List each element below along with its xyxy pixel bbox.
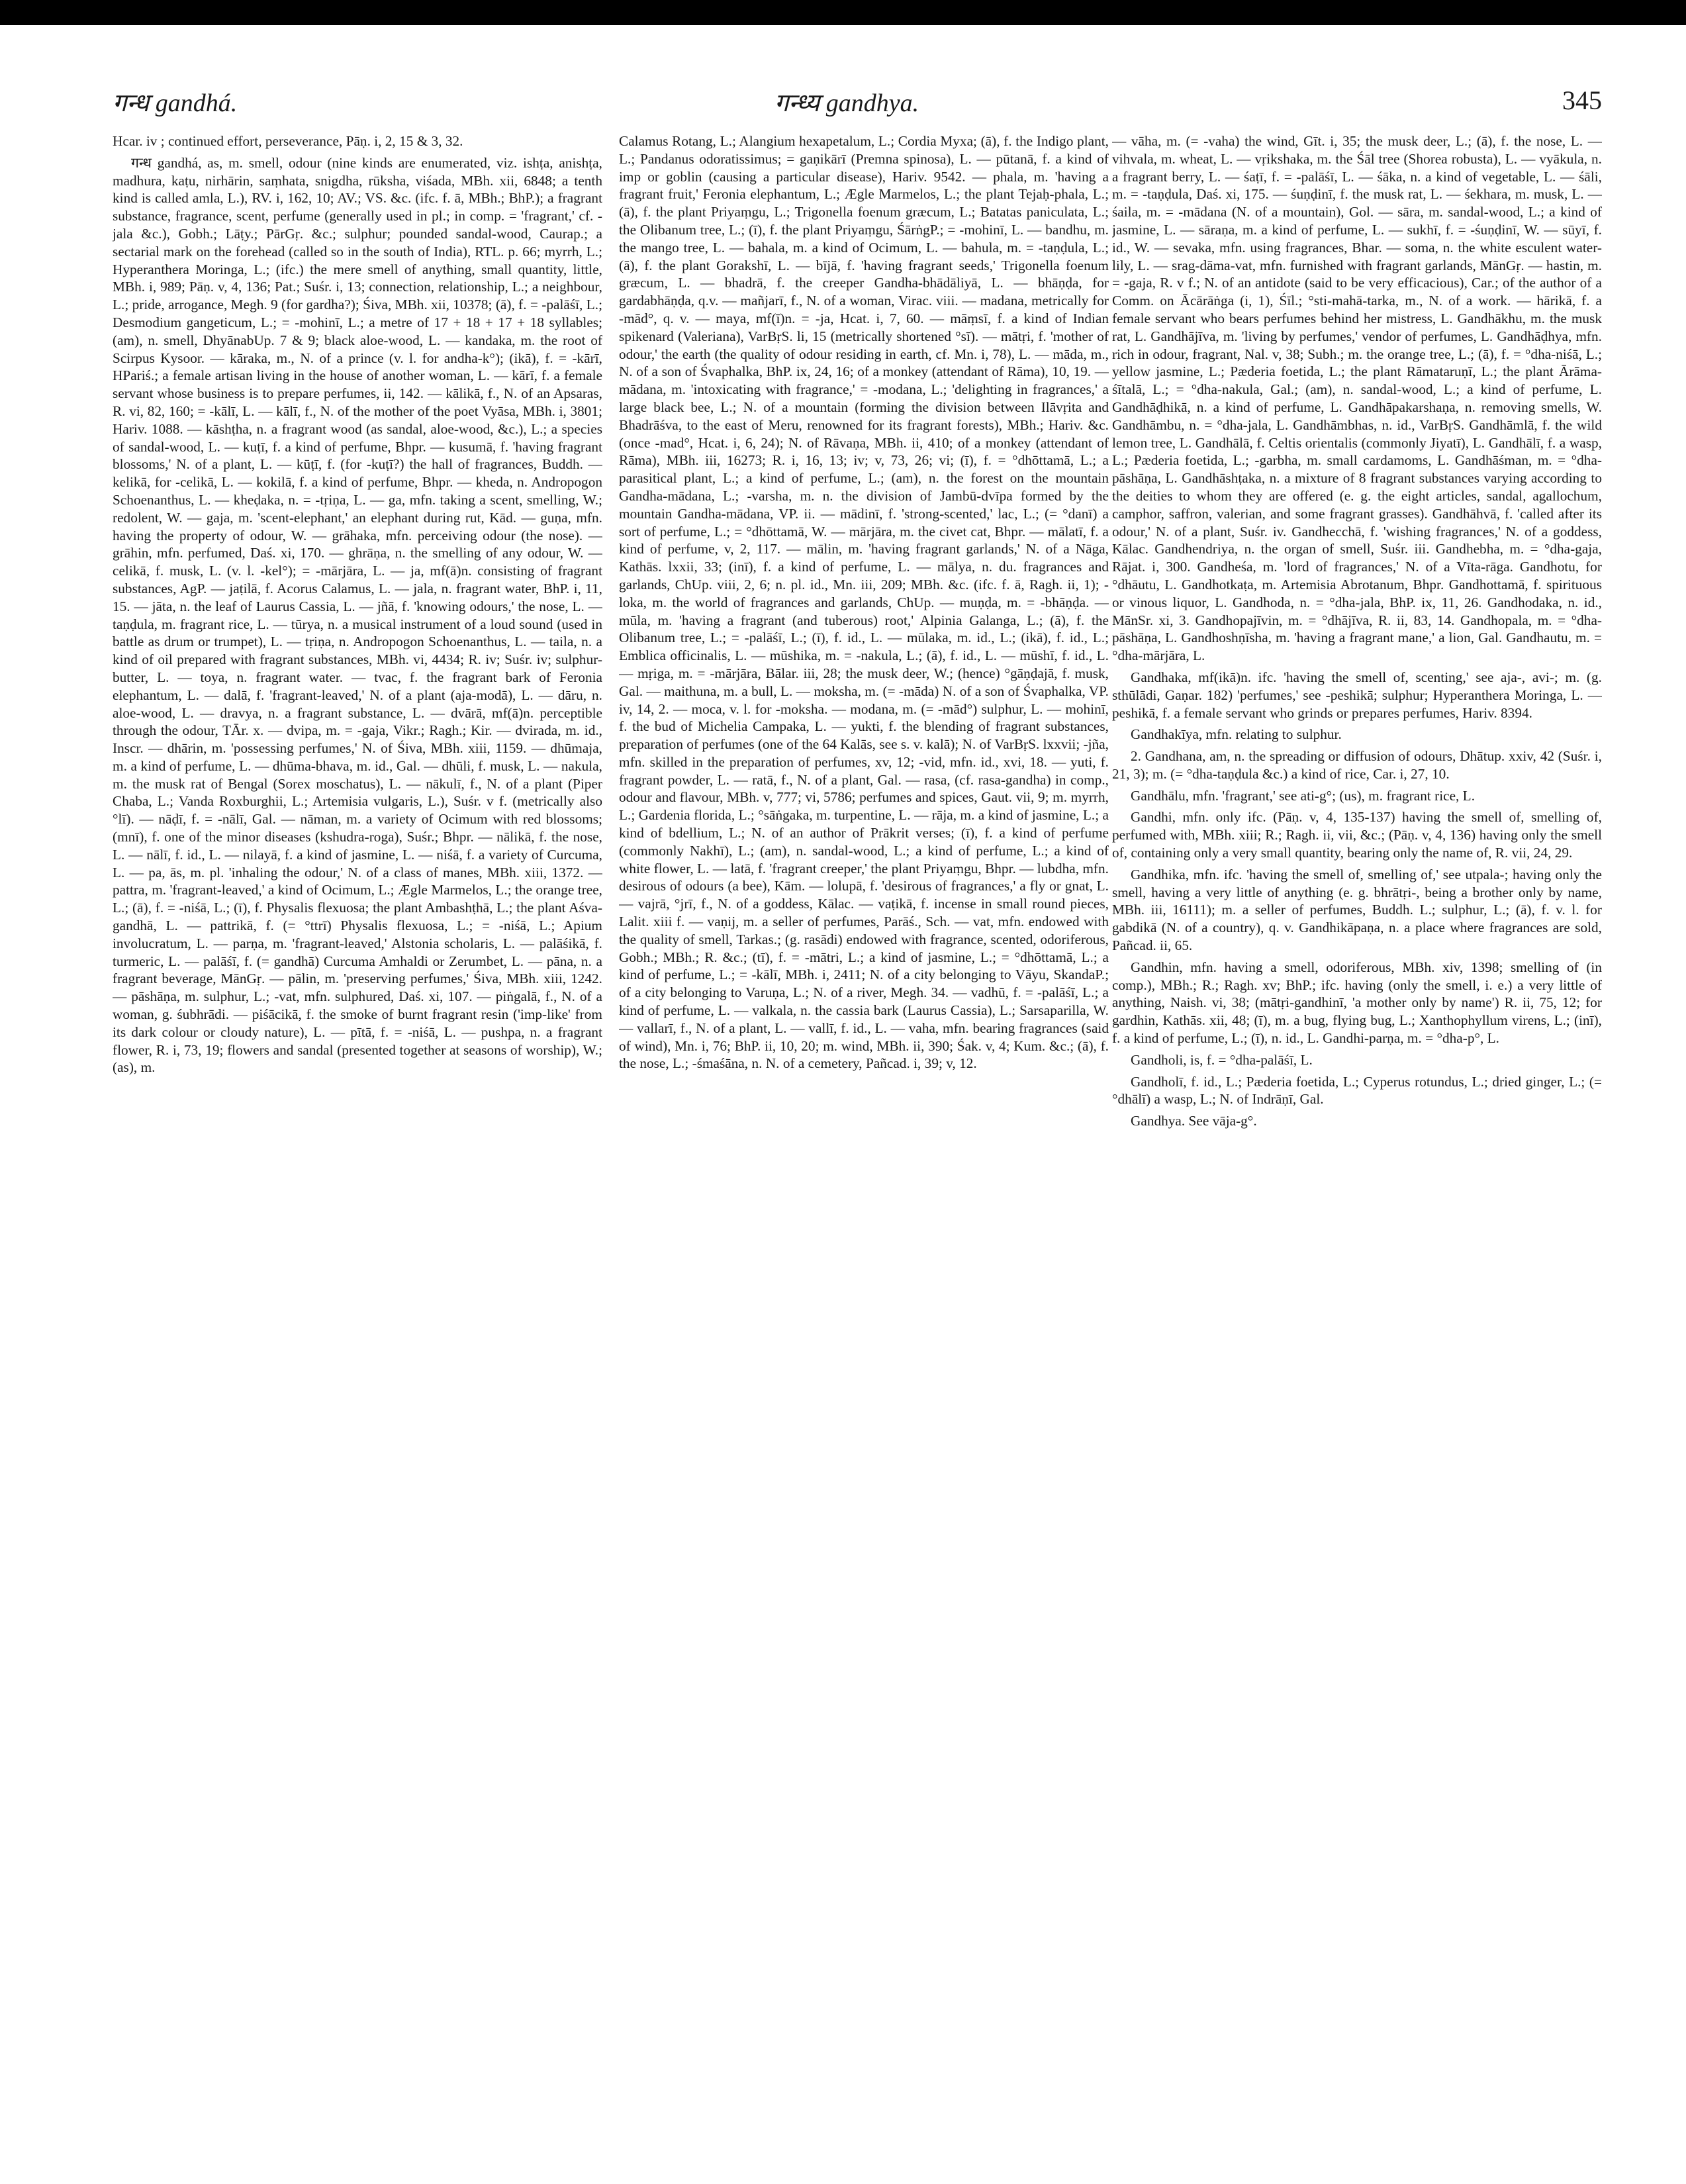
column-2 [619,132,1109,2145]
dictionary-entry: Calamus Rotang, L.; Alangium hexapetalum, L.; Cordia Myxa; (ā), f. the Indigo plant, L.; Pandanus odoratissimus; = gaṇikārī (Premna spinosa), L. — pūtanā, f. a kind of imp or goblin (causing a particular disease), Hariv. 9542. — phala, m. 'having a fragrant fruit,' Feronia elephantum, L.; Ægle Marmelos, L.; the plant Tejaḥ-phala, L.; (ā), f. the plant Priyaṃgu, L.; Trigonella foenum græcum, L.; Batatas paniculata, L.; the Olibanum tree, L.; (ī), f. the plant Priyaṃgu, ŚārṅgP.; = -mohinī, L. — bandhu, m. the mango tree, L. — bahala, m. a kind of Ocimum, L. — bahula, m. = -taṇḍula, L.; (ā), f. the plant Gorakshī, L. — bījā, f. 'having fragrant seeds,' Trigonella foenum græcum, L. — bhadrā, f. the creeper Gandha-bhādāliyā, L. — bhāṇḍa, for gardabhāṇḍa, q.v. — mañjarī, f., N. of a woman, Virac. viii. — madana, metrically for -mād°, q. v. — maya, mf(ī)n. = -ja, Hcat. i, 7, 60. — māṃsī, f. a kind of Indian spikenard (Valeriana), VarBṛS. li, 15 (metrically shortened °sī). — mātṛi, f. 'mother of odour,' the earth (the quality of odour residing in earth, cf. Mn. i, 78), L. — māda, m., N. of a son of Śvaphalka, BhP. ix, 24, 16; of a monkey (attendant of Rāma), 10, 19. — mādana, m. 'intoxicating with fragrance,' = -modana, L.; 'delighting in fragrances,' a large black bee, L.; N. of a mountain (forming the division between Ilāvṛita and Bhadrāśva, to the east of Meru, renowned for its fragrant forests), MBh.; Hariv. &c. (once -mad°, Hcat. i, 6, 24); N. of Rāvaṇa, MBh. ii, 410; of a monkey (attendant of Rāma), MBh. iii, 16273; R. i, 16, 13; iv; v, 73, 26; vi; (ī), f. = °dhōttamā, L.; a parasitical plant, L.; a kind of perfume, L.; (am), n. the forest on the mountain Gandha-mādana, L.; -varsha, m. n. the division of Jambū-dvīpa formed by the mountain Gandha-mādana, VP. ii. — mādinī, f. 'strong-scented,' lac, L.; (= °danī) a sort of perfume, L.; = °dhōttamā, W. — mārjāra, m. the civet cat, Bhpr. — mālatī, f. a kind of perfume, v, 2, 117. — mālin, m. 'having fragrant garlands,' N. of a Nāga, Kathās. lxxii, 33; (inī), f. a kind of perfume, L. — mālya, n. du. fragrances and garlands, ChUp. viii, 2, 6; n. pl. id., Mn. iii, 209; MBh. &c. (ifc. f. ā, Ragh. ii, 1); -loka, m. the world of fragrances and garlands, ChUp. — muṇḍa, m. = -bhāṇḍa. — mūla, m. 'having a fragrant (and tuberous) root,' Alpinia Galanga, L.; (ā), f. the Olibanum tree, L.; = -palāśī, L.; (ī), f. id., L. — mūlaka, m. id., L.; (ikā), f. id., L.; Emblica officinalis, L. — mūshika, m. = -nakula, L.; (ā), f. id., L. — mūshī, f. id., L. — mṛiga, m. = -mārjāra, Bālar. iii, 28; the musk deer, W.; (hence) °gāṇḍajā, f. musk, Gal. — maithuna, m. a bull, L. — moksha, m. (= -māda) N. of a son of Śvaphalka, VP. iv, 14, 2. — moca, v. l. for -moksha. — modana, m. (= -mād°) sulphur, L. — mohinī, f. the bud of Michelia Campaka, L. — yukti, f. the blending of fragrant substances, preparation of perfumes (one of the 64 Kalās, see s. v. kalā); N. of VarBṛS. lxxvii; -jña, mfn. skilled in the preparation of perfumes, xv, 12; -vid, mfn. id., xvi, 18. — yuti, f. fragrant powder, L. — ratā, f., N. of a plant, Gal. — rasa, (cf. rasa-gandha) in comp., odour and flavour, MBh. v, 777; vi, 5786; perfumes and spices, Gaut. vii, 9; m. myrrh, L.; Gardenia florida, L.; °sāṅgaka, m. turpentine, L. — rāja, m. a kind of jasmine, L.; a kind of bdellium, L.; N. of an author of Prākrit verses; (ī), f. a kind of perfume (commonly Nakhī), L.; (am), n. sandal-wood, L.; a kind of perfume, L.; a kind of white flower, L. — latā, f. 'fragrant creeper,' the plant Priyaṃgu, Bhpr. — lubdha, mfn. desirous of odours (a bee), Kām. — lolupā, f. 'desirous of fragrances,' a fly or gnat, L. — vajrā, °jrī, f., N. of a goddess, Kālac. — vaṭikā, f. incense in small round pieces, Lalit. xiii f. — vaṇij, m. a seller of perfumes, Parāś., Sch. — vat, mfn. endowed with the quality of smell, Tarkas.; (g. rasādi) endowed with fragrance, scented, odoriferous, Gobh.; MBh.; R. &c.; (tī), f. = -mātri, L.; a kind of jasmine, L.; = °dhōttamā, L.; a kind of perfume, L.; = -kālī, MBh. i, 2411; N. of a city belonging to Vāyu, SkandaP.; of a city belonging to Varuṇa, L.; N. of a river, Megh. 34. — vadhū, f. = -palāśī, L.; a kind of perfume, L. — valkala, n. the cassia bark (Laurus Cassia), L.; Sarsaparilla, W. — vallarī, f., N. of a plant, L. — vallī, f. id., L. — vaha, mfn. bearing fragrances (said of wind), Mn. i, 76; BhP. ii, 10, 20; m. wind, MBh. ii, 390; Śak. v, 4; Kum. &c.; (ā), f. the nose, L.; -śmaśāna, n. N. of a cemetery, Pañcad. i, 39; v, 12. [619,133,1109,1072]
column-1 [113,132,602,2145]
dictionary-entry: Gandhya. See vāja-g°. [1131,1113,1257,1129]
dictionary-entry: Gandhakīya, mfn. relating to sulphur. [1131,726,1342,743]
dictionary-entry: Gandhaka, mf(ikā)n. ifc. 'having the smell of, scenting,' see aja-, avi-; m. (g. sthūlādi, Gaṇar. 182) 'perfumes,' see -peshikā; sulphur; Hyperanthera Moringa, L. — peshikā, f. a female servant who grinds or prepares perfumes, Hariv. 8394. [1112,669,1602,721]
column-3 [1112,132,1602,2145]
dictionary-entry: Gandhin, mfn. having a smell, odoriferous, MBh. xiv, 1398; smelling of (in comp.), MBh.; R.; Ragh. xv; BhP.; ifc. having (only the smell, i. e.) a very little of anything, Naish. vi, 38; (mātṛi-gandhinī, 'a mother only by name') R. ii, 75, 12; for gardhin, Kathās. xii, 48; (ī), m. a bug, flying bug, L.; Xanthophyllum virens, L.; (inī), f. a kind of perfume, L.; (ī), n. id., L. Gandhi-parṇa, m. = °dha-p°, L. [1112,959,1602,1047]
dictionary-entry: 2. Gandhana, am, n. the spreading or diffusion of odours, Dhātup. xxiv, 42 (Suśr. i, 21, 3); m. (= °dha-taṇḍula &c.) a kind of rice, Car. i, 27, 10. [1112,748,1602,782]
center-running-head: गन्ध्य gandhya. [774,89,919,117]
dictionary-entry: Gandhālu, mfn. 'fragrant,' see ati-g°; (us), m. fragrant rice, L. [1131,787,1475,804]
dictionary-entry: Hcar. iv ; continued effort, perseverance, Pāṇ. i, 2, 15 & 3, 32. [113,133,463,149]
page-number: 345 [1562,85,1602,115]
dictionary-entry: Gandholi, is, f. = °dha-palāśī, L. [1131,1051,1313,1068]
top-black-bar [0,0,1686,25]
dictionary-entry: Gandhika, mfn. ifc. 'having the smell of, smelling of,' see utpala-; having only the smell, having a very little of anything (e. g. bhrātṛi-, being a brother only by name, MBh. iii, 16111); m. a seller of perfumes, Buddh. L.; sulphur, L.; (ā), f. v. l. for gabdikā (N. of a country), q. v. Gandhikāpaṇa, n. a place where fragrances are sold, Pañcad. ii, 65. [1112,866,1602,954]
dictionary-entry: गन्ध gandhá, as, m. smell, odour (nine kinds are enumerated, viz. ishṭa, anishṭa, madhura, kaṭu, nirhārin, saṃhata, snigdha, rūksha, viśada, MBh. xii, 6848; a tenth kind is called amla, L.), RV. i, 162, 10; AV.; VS. &c. (ifc. f. ā, MBh.; BhP.); a fragrant substance, fragrance, scent, perfume (generally used in pl.; in comp. = 'fragrant,' cf. -jala &c.), Gobh.; Lāṭy.; PārGṛ. &c.; sulphur; pounded sandal-wood, Caurap.; a sectarial mark on the forehead (called so in the south of India), RTL. p. 66; myrrh, L.; Hyperanthera Moringa, L.; (ifc.) the mere smell of anything, small quantity, little, MBh. i, 989; Pāṇ. v, 4, 136; Pat.; Suśr. i, 13; connection, relationship, L.; a neighbour, L.; pride, arrogance, Megh. 9 (for gardha?); Śiva, MBh. xii, 10378; (ā), f. = -palāśī, L.; Desmodium gangeticum, L.; = -mohinī, L.; a metre of 17 + 18 + 17 + 18 syllables; (am), n. smell, DhyānabUp. 7 & 9; black aloe-wood, L. — kandaka, m. the root of Scirpus Kysoor. — kāraka, m., N. of a prince (v. l. for andha-k°); (ikā), f. = -kārī, HPariś.; a female artisan living in the house of another woman, L. — kārī, f. a female servant whose business is to prepare perfumes, ii, 142. — kālikā, f., N. of an Apsaras, R. vi, 82, 160; = -kālī, L. — kālī, f., N. of the mother of the poet Vyāsa, MBh. i, 3801; Hariv. 1088. — kāshṭha, n. a fragrant wood (as sandal, aloe-wood, &c.), L.; a species of sandal-wood, L. — kuṭī, f. a kind of perfume, Bhpr. — kusumā, f. 'having fragrant blossoms,' N. of a plant, L. — kūṭī, f. (for -kuṭī?) the hall of fragrances, Buddh. — kelikā, for -celikā, L. — kokilā, f. a kind of perfume, Bhpr. — kheda, n. Andropogon Schoenanthus, L. — kheḍaka, n. = -tṛiṇa, L. — ga, mfn. taking a scent, smelling, W.; redolent, W. — gaja, m. 'scent-elephant,' an elephant during rut, Kād. — guṇa, mfn. having the property of odour, W. — grāhaka, mfn. perceiving odour (the nose). — grāhin, mfn. perfumed, Daś. xi, 170. — ghrāṇa, n. the smelling of any odour, W. — celikā, f. musk, L. (v. l. -kel°); = -mārjāra, L. — ja, mf(ā)n. consisting of fragrant substances, AgP. — jaṭilā, f. Acorus Calamus, L. — jala, n. fragrant water, BhP. i, 11, 15. — jāta, n. the leaf of Laurus Cassia, L. — jñā, f. 'knowing odours,' the nose, L. — taṇḍula, m. fragrant rice, L. — tūrya, n. a musical instrument of a loud sound (used in battle as drum or trumpet), L. — tṛiṇa, n. Andropogon Schoenanthus, L. — taila, n. a kind of oil prepared with fragrant substances, MBh. vi, 4434; R. iv; Suśr. iv; sulphur-butter, L. — toya, n. fragrant water. — tvac, f. the fragrant bark of Feronia elephantum, L. — dalā, f. 'fragrant-leaved,' N. of a plant (aja-modā), L. — dāru, n. aloe-wood, L. — dravya, n. a fragrant substance, L. — dvārā, mf(ā)n. perceptible through the odour, TĀr. x. — dvipa, m. = -gaja, Vikr.; Ragh.; Kir. — dvirada, m. id., Inscr. — dhārin, m. 'possessing perfumes,' N. of Śiva, MBh. xiii, 1159. — dhūmaja, m. a kind of perfume, L. — dhūma-bhava, m. id., Gal. — dhūli, f. musk, L. — nakula, m. the musk rat of Bengal (Sorex moschatus), L. — nākulī, f., N. of a plant (Piper Chaba, L.; Vanda Roxburghii, L.; Artemisia vulgaris, L.), Suśr. v f. (metrically also °lī). — nāḍī, f. = -nālī, Gal. — nāman, m. a variety of Ocimum with red blossoms; (mnī), f. one of the minor diseases (kshudra-roga), Suśr.; Bhpr. — nālikā, f. the nose, L. — nālī, f. id., L. — nilayā, f. a kind of jasmine, L. — niśā, f. a variety of Curcuma, L. — pa, ās, m. pl. 'inhaling the odour,' N. of a class of manes, MBh. xiii, 1372. — pattra, m. 'fragrant-leaved,' a kind of Ocimum, L.; Ægle Marmelos, L.; the orange tree, L.; (ā), f. = -niśā, L.; (ī), f. Physalis flexuosa; the plant Ambashṭhā, L.; the plant Aśva-gandhā, L. — pattrikā, f. (= °ttrī) Physalis flexuosa, L.; = -niśā, L.; Apium involucratum, L. — parṇa, m. 'fragrant-leaved,' Alstonia scholaris, L. — palāśikā, f. turmeric, L. — palāśī, f. (= gandhā) Curcuma Amhaldi or Zerumbet, L. — pāna, n. a fragrant beverage, MānGṛ. — pālin, m. 'preserving perfumes,' Śiva, MBh. xiii, 1242. — pāshāṇa, m. sulphur, L.; -vat, mfn. sulphured, Daś. xi, 107. — piṅgalā, f., N. of a woman, g. śubhrādi. — piśācikā, f. the smoke of burnt fragrant resin ('imp-like' from its dark colour or cloudy nature), L. — pītā, f. = -niśā, L. — pushpa, n. a fragrant flower, R. i, 73, 19; flowers and sandal (presented together at seasons of worship), W.; (as), m. [113,154,602,1076]
left-running-head: गन्ध gandhá. [113,89,238,117]
dictionary-entry: Gandhi, mfn. only ifc. (Pāṇ. v, 4, 135-137) having the smell of, smelling of, perfumed with, MBh. xiii; R.; Ragh. ii, vii, &c.; (Pāṇ. v, 4, 136) having only the smell of, containing only a very small quantity, bearing only the name of, R. vii, 24, 29. [1112,809,1602,861]
dictionary-entry: Gandholī, f. id., L.; Pæderia foetida, L.; Cyperus rotundus, L.; dried ginger, L.; (= °dhālī) a wasp, L.; N. of Indrāṇī, Gal. [1112,1073,1602,1108]
page-header [113,85,1602,124]
dictionary-entry: — vāha, m. (= -vaha) the wind, Gīt. i, 35; the musk deer, L.; (ā), f. the nose, L. — vihvala, m. wheat, L. — vṛikshaka, m. the Śāl tree (Shorea robusta), L. — vyākula, n. a fragrant berry, L. — śaṭī, f. = -palāśī, L. — śāka, n. a kind of vegetable, L. — śāli, m. = -taṇḍula, Daś. xi, 175. — śuṇḍinī, f. the musk rat, L. — śekhara, m. musk, L. — śaila, m. = -mādana (N. of a mountain), Gol. — sāra, m. sandal-wood, L.; a kind of jasmine, L. — sāraṇa, m. a kind of perfume, L. — sukhī, f. = -śuṇḍinī, W. — sūyī, f. id., W. — sevaka, mfn. using fragrances, Bhar. — soma, n. the white esculent water-lily, L. — srag-dāma-vat, mfn. furnished with fragrant garlands, MānGṛ. — hastin, m. = -gaja, R. v f.; N. of an antidote (said to be very efficacious), Car.; of the author of a Comm. on Ācārāṅga (i, 1), Śīl.; °sti-mahā-tarka, m., N. of a work. — hārikā, f. a female servant who bears perfumes behind her mistress, L. Gandhākhu, m. the musk rat, L. Gandhājīva, m. 'living by perfumes,' vendor of perfumes, L. Gandhāḍhya, mfn. rich in odour, fragrant, Nal. v, 38; Subh.; m. the orange tree, L.; (ā), f. = °dha-niśā, L.; yellow jasmine, L.; Pæderia foetida, L.; the plant Rāmataruṇī, L.; the plant Ārāma-śītalā, L.; = °dha-nakula, Gal.; (am), n. sandal-wood, L.; a kind of perfume, L. Gandhāḍhikā, n. a kind of perfume, L. Gandhāpakarshaṇa, n. removing smells, W. Gandhāmbu, n. = °dha-jala, L. Gandhāmbhas, n. id., VarBṛS. Gandhāmlā, f. the wild lemon tree, L. Gandhālā, f. Celtis orientalis (commonly Jiyatī), L. Gandhālī, f. a wasp, L.; Pæderia foetida, L.; -garbha, m. small cardamoms, L. Gandhāśman, m. = °dha-pāshāṇa, L. Gandhāshṭaka, n. a mixture of 8 fragrant substances varying according to the deities to whom they are offered (e. g. the eight articles, sandal, agallochum, camphor, saffron, valerian, and some fragrant grasses). Gandhāhvā, f. 'called after its odour,' N. of a plant, Suśr. iv. Gandhecchā, f. 'wishing fragrances,' N. of a goddess, Kālac. Gandhendriya, n. the organ of smell, Suśr. iii. Gandhebha, m. = °dha-gaja, Rājat. i, 300. Gandheśa, m. 'lord of fragrances,' N. of a Vīta-rāga. Gandhotu, for °dhāutu, L. Gandhotkaṭa, m. Artemisia Abrotanum, Bhpr. Gandhottamā, f. spirituous or vinous liquor, L. Gandhoda, n. = °dha-jala, BhP. ix, 11, 26. Gandhodaka, n. id., MānSr. xi, 3. Gandhopajīvin, m. = °dhājīva, R. ii, 83, 14. Gandhopala, m. = °dha-pāshāṇa, L. Gandhoshṇīsha, m. 'having a fragrant mane,' a lion, Gal. Gandhautu, m. = °dha-mārjāra, L. [1112,133,1602,664]
